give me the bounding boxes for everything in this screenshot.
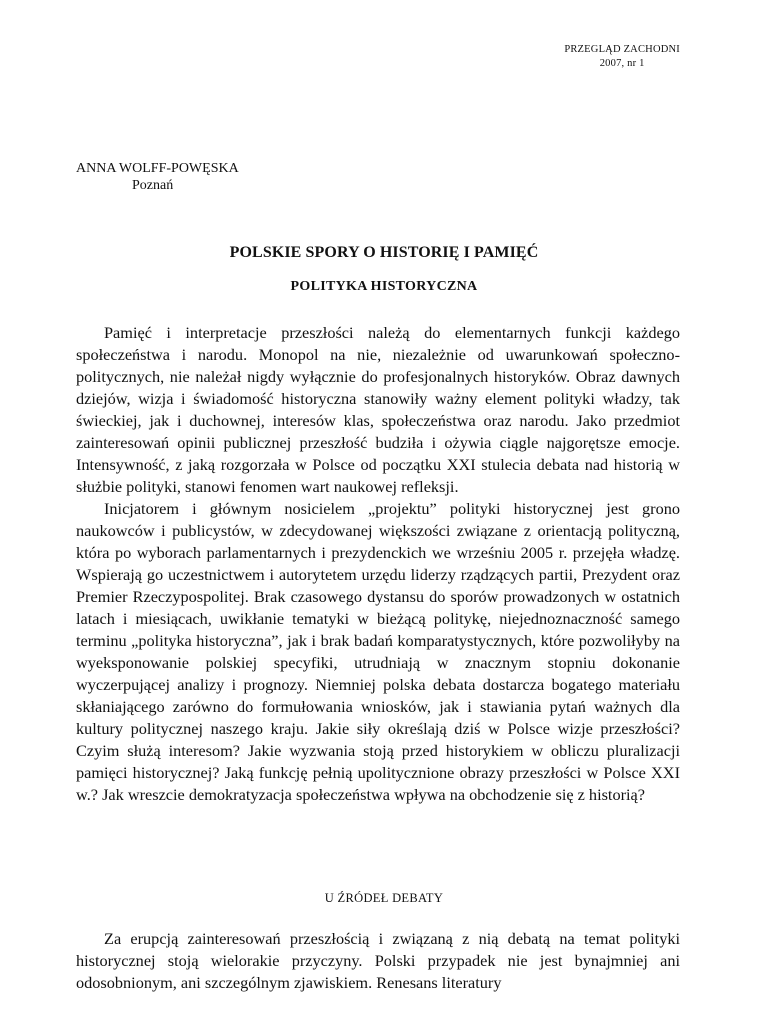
article-subtitle: POLITYKA HISTORYCZNA (290, 279, 478, 294)
section-heading: U ŹRÓDEŁ DEBATY (324, 891, 444, 905)
journal-issue: 2007, nr 1 (599, 58, 645, 69)
paragraph: Za erupcją zainteresowań przeszłością i związaną z nią debatą na temat polityki historycznej stoją wielorakie przyczyny. Polski przypadek nie jest bynajmniej ani odosobnionym, ani szczególnym zjawiskiem. Renesans literatury (76, 929, 680, 992)
journal-header (564, 43, 680, 71)
paragraph: Inicjatorem i głównym nosicielem „projektu” polityki historycznej jest grono naukowców i publicystów, w zdecydowanej większości związane z orientacją polityczną, która po wyborach parlamentarnych i prezydenckich we wrześniu 2005 r. przejęła władzę. Wspierają go uczestnictwem i autorytetem urzędu liderzy rządzących partii, Prezydent oraz Premier Rzeczypospolitej. Brak czasowego dystansu do sporów prowadzonych w ostatnich latach i miesiącach, uwikłanie tematyki w bieżącą politykę, niejednoznaczność samego terminu „polityka historyczna”, jak i brak badań komparatystycznych, które pozwoliłyby na wyeksponowanie polskiej specyfiki, utrudniają w znacznym stopniu dokonanie wyczerpującej analizy i prognozy. Niemniej polska debata dostarcza bogatego materiału skłaniającego zarówno do formułowania wniosków, jak i stawiania pytań ważnych dla kultury politycznej naszego kraju. Jakie siły określają dziś w Polsce wizje przeszłości? Czyim służą interesom? Jakie wyzwania stoją przed historykiem w obliczu pluralizacji pamięci historycznej? Jaką funkcję pełnią upolitycznione obrazy przeszłości w Polsce XXI w.? Jak wreszcie demokratyzacja społeczeństwa wpływa na obchodzenie się z historią? (76, 499, 680, 804)
journal-name: PRZEGLĄD ZACHODNI (564, 44, 680, 55)
article-title: POLSKIE SPORY O HISTORIĘ I PAMIĘĆ (229, 244, 539, 261)
author-name: ANNA WOLFF-POWĘSKA (76, 161, 239, 176)
article-body (76, 322, 680, 806)
paragraph: Pamięć i interpretacje przeszłości należą do elementarnych funkcji każdego społeczeństwa i narodu. Monopol na nie, niezależnie od uwarunkowań społeczno-politycznych, nie należał nigdy wyłącznie do profesjonalnych historyków. Obraz dawnych dziejów, wizja i świadomość historyczna stanowiły ważny element polityki władzy, tak świeckiej, jak i duchownej, interesów klas, społeczeństwa oraz narodu. Jako przedmiot zainteresowań opinii publicznej przeszłość budziła i ożywia ciągle najgorętsze emocje. Intensywność, z jaką rozgorzała w Polsce od początku XXI stulecia debata nad historią w służbie polityki, stanowi fenomen wart naukowej refleksji. (76, 323, 680, 496)
section-body (76, 928, 680, 994)
author-block (76, 160, 239, 194)
author-city: Poznań (132, 178, 174, 193)
